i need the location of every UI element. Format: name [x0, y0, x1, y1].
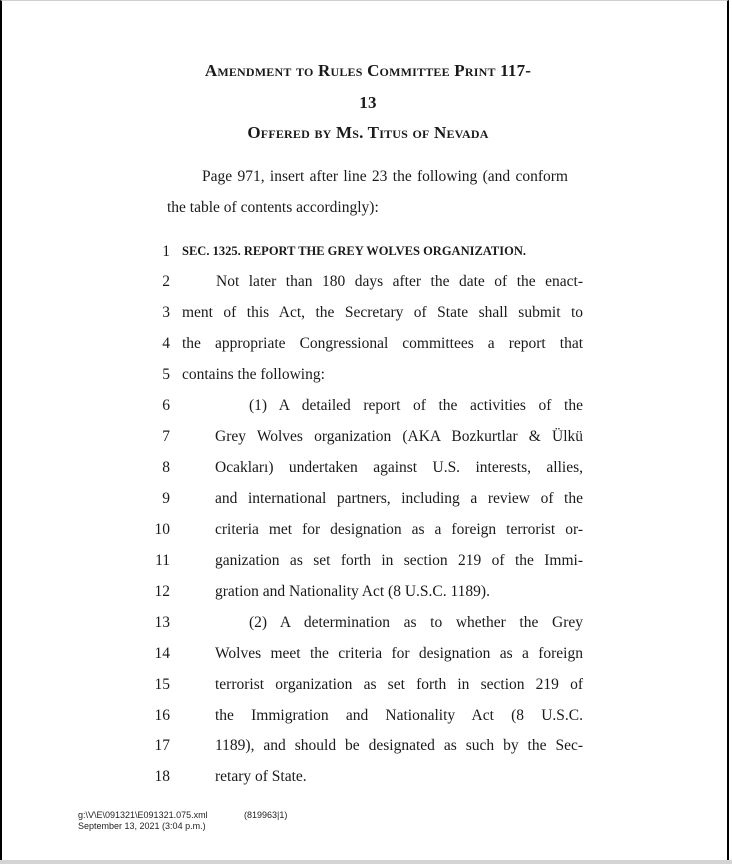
line-text: Wolves meet the criteria for designation as a foreign: [215, 645, 583, 662]
line-number: 6: [162, 397, 170, 414]
line-text: contains the following:: [182, 366, 325, 383]
line-text: ment of this Act, the Secretary of State shall submit to: [182, 304, 583, 321]
line-text: the appropriate Congressional committees a report that: [182, 335, 583, 352]
text-line: [2, 638, 732, 669]
line-text: terrorist organization as set forth in section 219 of: [215, 676, 583, 693]
text-line: [2, 700, 732, 731]
line-number: 11: [155, 552, 170, 569]
line-number: 16: [154, 707, 170, 724]
line-number: 5: [162, 366, 170, 383]
line-number: 2: [162, 273, 170, 290]
page-bottom-edge: [0, 860, 732, 864]
footer-file-path: g:\V\E\091321\E091321.075.xml: [78, 810, 208, 820]
text-line: [2, 421, 732, 452]
line-text: retary of State.: [215, 768, 307, 785]
text-line: [2, 545, 732, 576]
line-number: 12: [154, 583, 170, 600]
line-number: 17: [154, 737, 170, 754]
line-text: Ocakları) undertaken against U.S. interests, allies,: [215, 459, 583, 476]
text-line: [2, 483, 732, 514]
document-title-continued: 13: [359, 93, 377, 112]
line-number: 9: [162, 490, 170, 507]
document-title: Amendment to Rules Committee Print 117-: [204, 61, 532, 80]
text-line: [2, 328, 732, 359]
text-line: [2, 452, 732, 483]
line-text: criteria met for designation as a foreign terrorist or-: [215, 521, 583, 538]
footer-date: September 13, 2021 (3:04 p.m.): [78, 821, 206, 831]
line-text: the Immigration and Nationality Act (8 U.S.C.: [215, 707, 583, 724]
line-number: 7: [162, 428, 170, 445]
line-number: 15: [154, 676, 170, 693]
text-line: [2, 669, 732, 700]
text-line: [2, 576, 732, 607]
document-footer: [78, 810, 288, 832]
line-number: 4: [162, 335, 170, 352]
line-text: (1) A detailed report of the activities of the: [249, 397, 583, 414]
text-line: [2, 266, 732, 297]
line-text: Grey Wolves organization (AKA Bozkurtlar & Ülkü: [215, 428, 583, 445]
line-text: ganization as set forth in section 219 of the Immi-: [215, 552, 583, 569]
text-line: [2, 390, 732, 421]
line-number: 8: [162, 459, 170, 476]
line-number: 18: [154, 768, 170, 785]
text-line: [2, 359, 732, 390]
offered-by: Offered by Ms. Titus of Nevada: [247, 123, 489, 142]
line-number: 1: [162, 243, 170, 260]
text-line: [2, 236, 732, 267]
line-number: 14: [154, 645, 170, 662]
text-line: [2, 761, 732, 792]
line-text: 1189), and should be designated as such by the Sec-: [215, 737, 583, 754]
line-number: 10: [154, 521, 170, 538]
section-heading: SEC. 1325. REPORT THE GREY WOLVES ORGANIZATION.: [182, 244, 526, 258]
text-line: [2, 607, 732, 638]
intro-paragraph: Page 971, insert after line 23 the following (and conform the table of contents accordingly):: [167, 168, 568, 216]
text-line: [2, 730, 732, 761]
line-text: gration and Nationality Act (8 U.S.C. 1189).: [215, 583, 490, 600]
line-text: (2) A determination as to whether the Grey: [249, 614, 583, 631]
line-text: and international partners, including a review of the: [215, 490, 583, 507]
line-number: 3: [162, 304, 170, 321]
line-text: Not later than 180 days after the date of the enact-: [216, 273, 583, 290]
text-line: [2, 514, 732, 545]
line-number: 13: [154, 614, 170, 631]
footer-doc-code: (819963|1): [244, 810, 288, 820]
text-line: [2, 297, 732, 328]
